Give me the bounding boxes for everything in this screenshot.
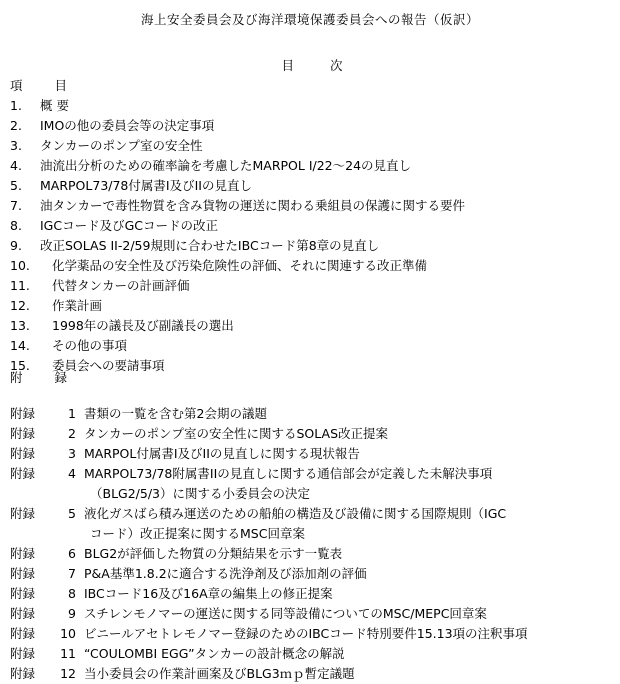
appendix-item xyxy=(10,464,528,504)
appendix-text: ビニールアセトレモノマー登録のためのIBCコード特別要件15.13項の注釈事項 xyxy=(84,626,528,641)
appendix-label: 附録 xyxy=(10,506,36,521)
appendix-number: 6 xyxy=(68,546,76,561)
appendix-label: 附録 xyxy=(10,606,36,621)
appendix-number: 5 xyxy=(68,506,76,521)
toc-item-text: 概 要 xyxy=(40,98,69,113)
appendix-text: “COULOMBI EGG”タンカーの設計概念の解説 xyxy=(84,646,345,661)
appendix-label: 附録 xyxy=(10,426,36,441)
appendix-label: 附録 xyxy=(10,566,36,581)
appendix-item xyxy=(10,504,528,544)
toc-item-text: 化学薬品の安全性及び汚染危険性の評価、それに関連する改正準備 xyxy=(52,258,428,273)
appendix-number: 8 xyxy=(68,586,76,601)
toc-item xyxy=(10,116,465,136)
toc-item-text: IGCコード及びGCコードの改正 xyxy=(40,218,219,233)
items-header: 項 目 xyxy=(10,78,81,93)
appendix-label: 附録 xyxy=(10,466,36,481)
appendix-text: スチレンモノマーの運送に関する同等設備についてのMSC/MEPC回章案 xyxy=(84,606,487,621)
toc-item xyxy=(10,336,465,356)
appendix-text: 当小委員会の作業計画案及びBLG3ｍｐ暫定議題 xyxy=(84,666,355,681)
appendix-item xyxy=(10,664,528,684)
appendix-number: 11 xyxy=(60,646,76,661)
appendix-number: 2 xyxy=(68,426,76,441)
appendix-label: 附録 xyxy=(10,666,36,681)
appendix-number: 9 xyxy=(68,606,76,621)
appendix-item xyxy=(10,424,528,444)
appendix-text: P&A基準1.8.2に適合する洗浄剤及び添加剤の評価 xyxy=(84,566,367,581)
appendix-text: MARPOL73/78附属書IIの見直しに関する通信部会が定義した未解決事項 xyxy=(84,466,493,481)
toc-item-text: MARPOL73/78付属書I及びIIの見直し xyxy=(40,178,252,193)
appendix-label: 附録 xyxy=(10,646,36,661)
appendix-label: 附録 xyxy=(10,546,36,561)
toc-item-text: 改正SOLAS II-2/59規則に合わせたIBCコード第8章の見直し xyxy=(40,238,380,253)
toc-item-number: 5. xyxy=(10,178,22,193)
table-of-contents xyxy=(10,96,465,376)
toc-item-number: 1. xyxy=(10,98,22,113)
toc-item xyxy=(10,316,465,336)
appendix-text: BLG2が評価した物質の分類結果を示す一覧表 xyxy=(84,546,343,561)
appendix-item xyxy=(10,564,528,584)
appendix-item xyxy=(10,584,528,604)
toc-item-number: 9. xyxy=(10,238,22,253)
toc-item xyxy=(10,96,465,116)
contents-heading: 目 次 xyxy=(281,58,359,73)
toc-item xyxy=(10,176,465,196)
appendix-text: 液化ガスばら積み運送のための船舶の構造及び設備に関する国際規則（IGC xyxy=(84,506,507,521)
toc-item-text: 代替タンカーの計画評価 xyxy=(52,278,190,293)
appendix-item xyxy=(10,404,528,424)
toc-item-text: IMOの他の委員会等の決定事項 xyxy=(40,118,215,133)
toc-item-text: 作業計画 xyxy=(52,298,103,313)
toc-item xyxy=(10,236,465,256)
toc-item-number: 2. xyxy=(10,118,22,133)
toc-item xyxy=(10,216,465,236)
appendix-number: 10 xyxy=(60,626,76,641)
appendix-list xyxy=(10,404,528,684)
appendix-item xyxy=(10,444,528,464)
toc-item-number: 12. xyxy=(10,298,30,313)
appendix-heading: 附 録 xyxy=(10,370,81,385)
toc-item-number: 11. xyxy=(10,278,30,293)
appendix-item xyxy=(10,544,528,564)
toc-item-number: 14. xyxy=(10,338,30,353)
appendix-text: （BLG2/5/3）に関する小委員会の決定 xyxy=(90,486,311,501)
appendix-number: 1 xyxy=(68,406,76,421)
toc-item xyxy=(10,156,465,176)
appendix-label: 附録 xyxy=(10,626,36,641)
toc-item-text: 油流出分析のための確率論を考慮したMARPOL I/22～24の見直し xyxy=(40,158,412,173)
toc-item-number: 4. xyxy=(10,158,22,173)
toc-item-number: 7. xyxy=(10,198,22,213)
toc-item xyxy=(10,196,465,216)
appendix-text: MARPOL付属書I及びIIの見直しに関する現状報告 xyxy=(84,446,360,461)
appendix-number: 12 xyxy=(60,666,76,681)
appendix-text: 書類の一覧を含む第2会期の議題 xyxy=(84,406,267,421)
appendix-text: コード）改正提案に関するMSC回章案 xyxy=(90,526,305,541)
toc-item-number: 3. xyxy=(10,138,22,153)
toc-item xyxy=(10,276,465,296)
appendix-item xyxy=(10,604,528,624)
toc-item-text: タンカーのポンプ室の安全性 xyxy=(40,138,203,153)
appendix-number: 7 xyxy=(68,566,76,581)
appendix-number: 4 xyxy=(68,466,76,481)
toc-item-text: 油タンカーで毒性物質を含み貨物の運送に関わる乗組員の保護に関する要件 xyxy=(40,198,466,213)
document-title: 海上安全委員会及び海洋環境保護委員会への報告（仮訳） xyxy=(140,12,479,27)
toc-item-text: 委員会への要請事項 xyxy=(52,358,165,373)
toc-item-number: 15. xyxy=(10,358,30,373)
appendix-text: IBCコード16及び16A章の編集上の修正提案 xyxy=(84,586,333,601)
toc-item-number: 13. xyxy=(10,318,30,333)
toc-item xyxy=(10,256,465,276)
appendix-text: タンカーのポンプ室の安全性に関するSOLAS改正提案 xyxy=(84,426,389,441)
toc-item xyxy=(10,136,465,156)
appendix-item xyxy=(10,624,528,644)
appendix-number: 3 xyxy=(68,446,76,461)
toc-item-number: 8. xyxy=(10,218,22,233)
appendix-label: 附録 xyxy=(10,586,36,601)
appendix-label: 附録 xyxy=(10,446,36,461)
toc-item-text: 1998年の議長及び副議長の選出 xyxy=(52,318,234,333)
toc-item-text: その他の事項 xyxy=(52,338,128,353)
toc-item xyxy=(10,296,465,316)
toc-item-number: 10. xyxy=(10,258,30,273)
appendix-label: 附録 xyxy=(10,406,36,421)
appendix-item xyxy=(10,644,528,664)
